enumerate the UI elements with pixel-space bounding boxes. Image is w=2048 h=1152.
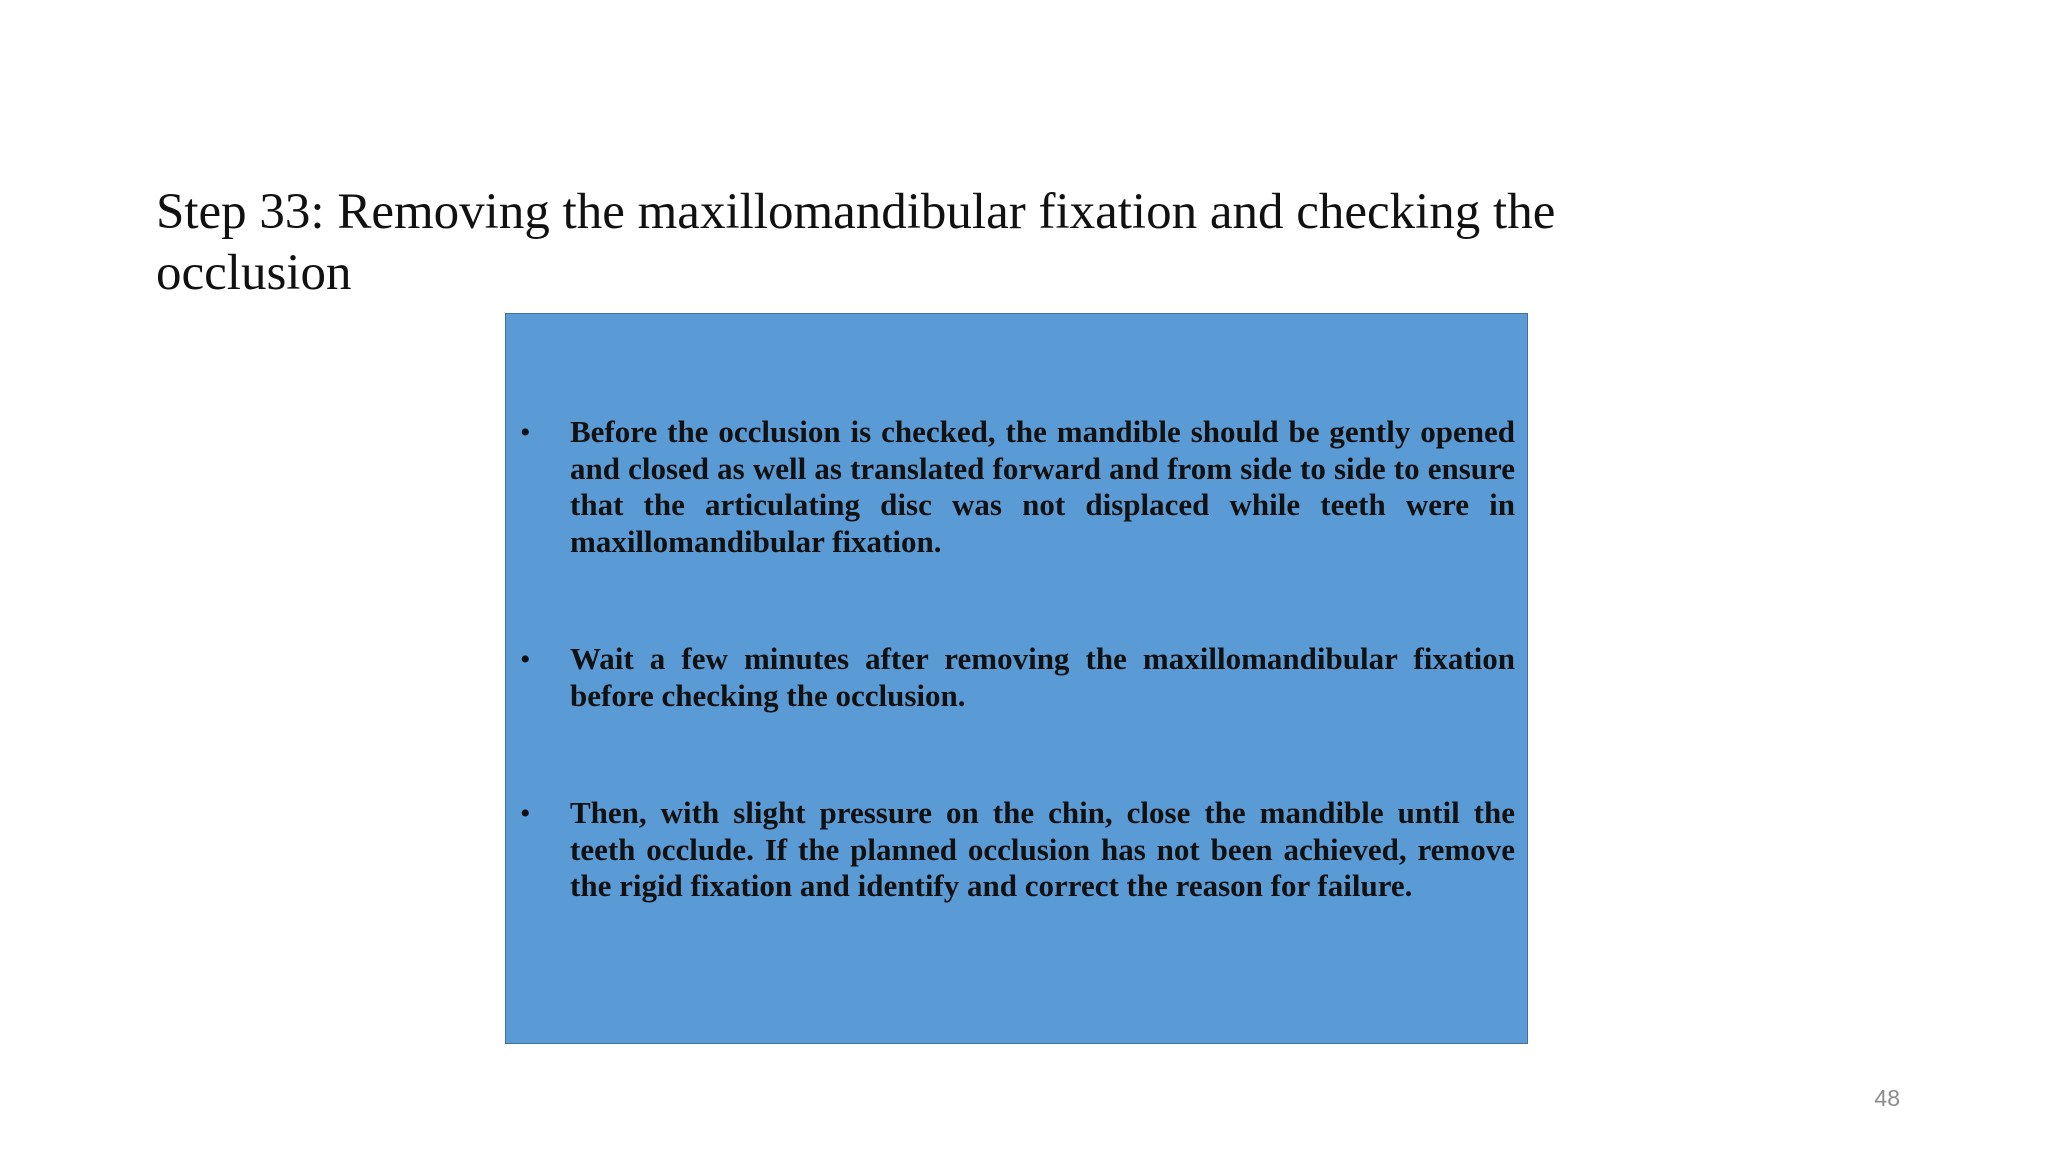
bullet-text: Wait a few minutes after removing the maxillomandibular fixation before checking the occlusion. xyxy=(570,641,1515,713)
bullet-icon: • xyxy=(520,643,531,676)
page-number: 48 xyxy=(1874,1085,1900,1111)
bullet-text: Before the occlusion is checked, the mandible should be gently opened and closed as well as translated forward and from side to side to ensure that the articulating disc was not displaced while teeth were in maxillomandibular fixation. xyxy=(570,414,1515,559)
bullet-icon: • xyxy=(520,797,531,830)
bullet-icon: • xyxy=(520,416,531,449)
content-box xyxy=(505,313,1528,1044)
slide-title: Step 33: Removing the maxillomandibular fixation and checking the occlusion xyxy=(156,184,1556,301)
bullet-text: Then, with slight pressure on the chin, close the mandible until the teeth occlude. If the planned occlusion has not been achieved, remove the rigid fixation and identify and correct the reason for failure. xyxy=(570,795,1515,903)
